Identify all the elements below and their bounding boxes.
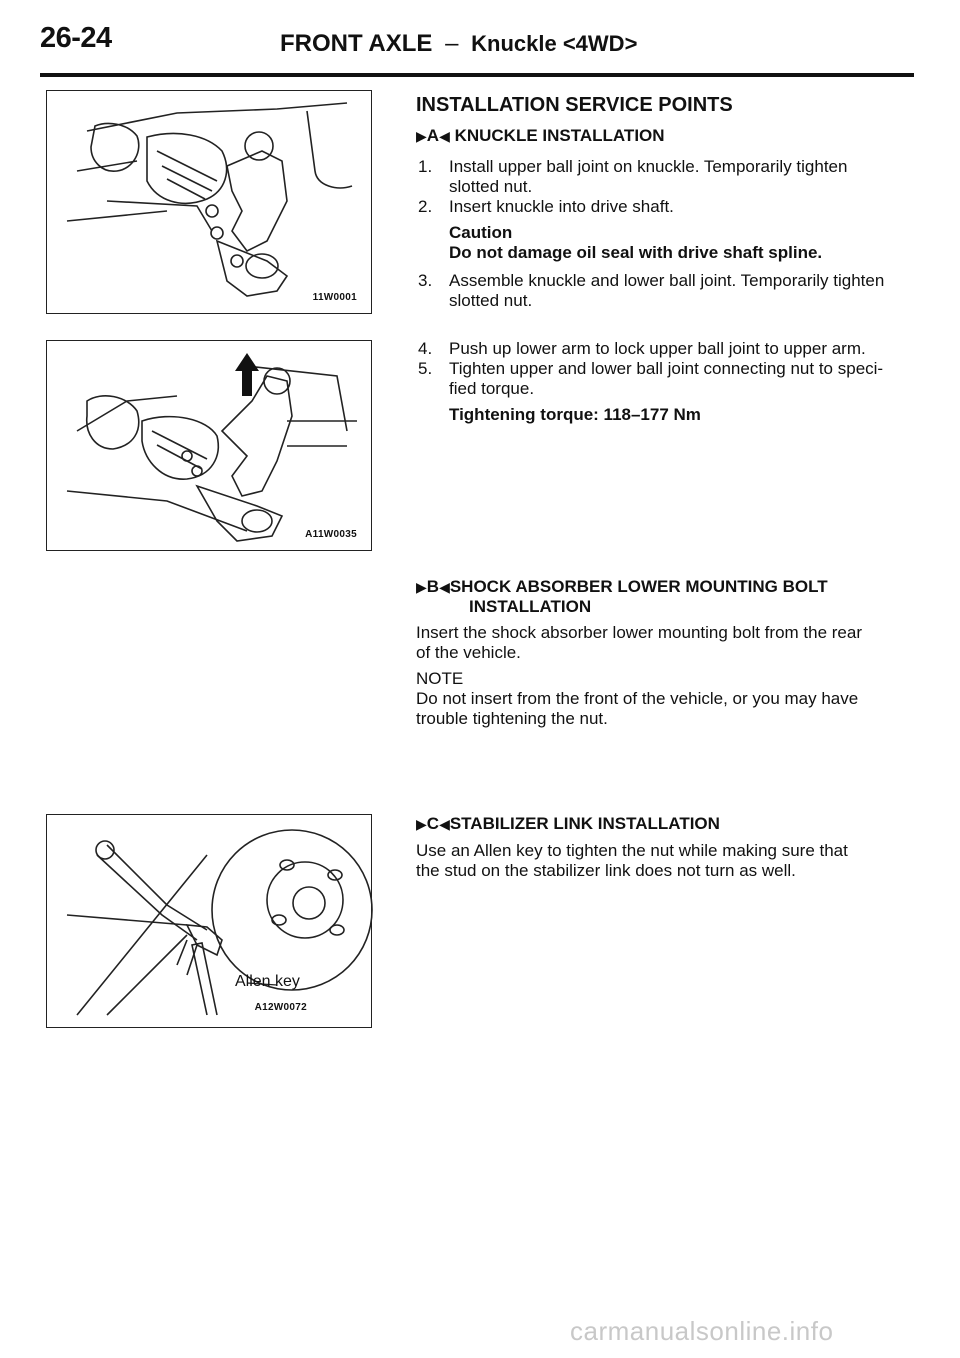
step-number: 2.	[418, 197, 433, 216]
part-a-title-text: KNUCKLE INSTALLATION	[454, 126, 665, 145]
allen-key-callout: Allen key	[235, 973, 300, 990]
part-c-body: the stud on the stabilizer link does not turn as well.	[416, 861, 796, 880]
figure-code: 11W0001	[312, 292, 357, 303]
title-dash: –	[445, 30, 459, 57]
page-number: 26-24	[40, 22, 112, 54]
note-label: NOTE	[416, 669, 464, 688]
figure-code: A12W0072	[254, 1002, 307, 1013]
note-text: trouble tightening the nut.	[416, 709, 608, 728]
page-title	[280, 30, 637, 58]
part-c-body: Use an Allen key to tighten the nut while making sure that	[416, 841, 848, 860]
tightening-torque: Tightening torque: 118–177 Nm	[449, 405, 701, 424]
step-text: Insert knuckle into drive shaft.	[449, 197, 674, 216]
part-c-marker: C	[426, 814, 440, 833]
triangle-right-icon: ▶	[416, 128, 427, 144]
step-number: 1.	[418, 157, 433, 176]
part-b-body: Insert the shock absorber lower mounting bolt from the rear	[416, 623, 862, 642]
step-text: fied torque.	[449, 379, 535, 398]
triangle-right-icon: ▶	[416, 816, 427, 832]
triangle-right-icon: ▶	[416, 579, 427, 595]
figure-stabilizer-link	[46, 814, 372, 1028]
up-arrow-icon	[235, 353, 259, 396]
step-text: slotted nut.	[449, 291, 533, 310]
part-c-title-text: STABILIZER LINK INSTALLATION	[449, 814, 720, 833]
lower-arm-illustration	[47, 341, 373, 552]
figure-code: A11W0035	[305, 529, 357, 540]
step-number: 4.	[418, 339, 433, 358]
step-text: Tighten upper and lower ball joint connecting nut to speci-	[449, 359, 884, 378]
stabilizer-link-illustration	[47, 815, 373, 1029]
part-c-title	[416, 813, 720, 835]
figure-knuckle-upper	[46, 90, 372, 314]
title-main: FRONT AXLE	[280, 30, 433, 57]
part-a-title	[416, 125, 665, 147]
step-number: 3.	[418, 271, 433, 290]
caution-text: Do not damage oil seal with drive shaft spline.	[449, 243, 823, 262]
step-number: 5.	[418, 359, 433, 378]
watermark: carmanualsonline.info	[570, 1316, 834, 1346]
part-b-title-text: SHOCK ABSORBER LOWER MOUNTING BOLT	[449, 577, 828, 596]
figure-knuckle-assembly	[46, 340, 372, 551]
part-b-title	[416, 576, 828, 598]
caution-title: Caution	[449, 223, 513, 242]
triangle-left-icon: ◀	[439, 816, 450, 832]
section-heading: INSTALLATION SERVICE POINTS	[416, 94, 733, 116]
knuckle-illustration	[47, 91, 373, 315]
part-a-marker: A	[426, 126, 440, 145]
part-b-title-line2: INSTALLATION	[469, 597, 592, 616]
triangle-left-icon: ◀	[439, 128, 450, 144]
part-b-body: of the vehicle.	[416, 643, 521, 662]
step-text: slotted nut.	[449, 177, 533, 196]
step-text: Assemble knuckle and lower ball joint. Temporarily tighten	[449, 271, 885, 290]
title-subtitle: Knuckle <4WD>	[471, 31, 638, 56]
note-text: Do not insert from the front of the vehicle, or you may have	[416, 689, 859, 708]
header-rule	[40, 73, 914, 77]
step-text: Push up lower arm to lock upper ball joint to upper arm.	[449, 339, 866, 358]
part-b-marker: B	[426, 577, 440, 596]
step-text: Install upper ball joint on knuckle. Temporarily tighten	[449, 157, 848, 176]
triangle-left-icon: ◀	[439, 579, 450, 595]
